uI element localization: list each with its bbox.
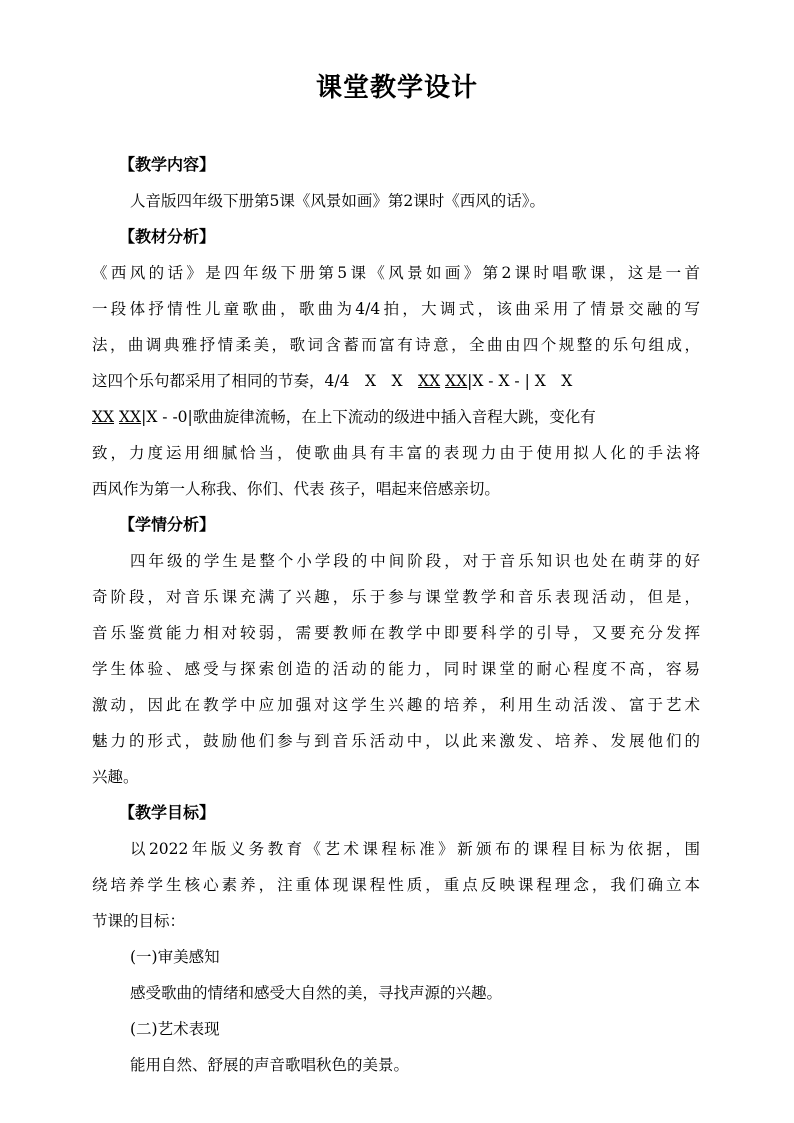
material-line-6: 致，力度运用细腻恰当，使歌曲具有丰富的表现力由于使用拟人化的手法将 <box>92 444 700 462</box>
students-line-3: 音乐鉴赏能力相对较弱，需要教师在教学中即要科学的引导，又要充分发挥 <box>92 624 700 642</box>
material-line-7: 西风作为第一人称我、你们、代表 孩子，唱起来倍感亲切。 <box>92 480 500 498</box>
goal-sub-text-1: 感受歌曲的情绪和感受大自然的美，寻找声源的兴趣。 <box>130 984 503 1002</box>
rhythm-suffix: |X - X - | X X <box>467 372 573 390</box>
students-line-4: 学生体验、感受与探索创造的活动的能力，同时课堂的耐心程度不高，容易 <box>92 660 700 678</box>
goals-line-3: 节课的目标： <box>92 912 186 930</box>
content-text: 人音版四年级下册第5课《风景如画》第2课时《西风的话》。 <box>130 192 545 210</box>
rhythm-suffix-2: |X - -0|歌曲旋律流畅，在上下流动的级进中插入音程大跳，变化有 <box>141 408 596 426</box>
rhythm-beat-b: XX <box>445 372 468 390</box>
students-line-7: 兴趣。 <box>92 768 139 786</box>
goal-sub-label-2: (二)艺术表现 <box>130 1020 220 1038</box>
material-line-1: 《西风的话》是四年级下册第5课《风景如画》第2课时唱歌课，这是一首 <box>92 264 700 282</box>
students-line-1: 四年级的学生是整个小学段的中间阶段，对于音乐知识也处在萌芽的好 <box>130 552 700 570</box>
section-heading-goals: 【教学目标】 <box>119 803 216 822</box>
rhythm-beat-a: XX <box>418 372 441 390</box>
rhythm-line-1 <box>92 370 700 392</box>
students-line-5: 激动，因此在教学中应加强对这学生兴趣的培养，利用生动活泼、富于艺术 <box>92 696 700 714</box>
material-line-2: 一段体抒情性儿童歌曲，歌曲为4/4拍，大调式，该曲采用了情景交融的写 <box>92 300 700 318</box>
rhythm-prefix: 这四个乐句都采用了相同的节奏，4/4 X X <box>92 372 419 390</box>
rhythm-line-2 <box>92 406 700 428</box>
goals-line-2: 绕培养学生核心素养，注重体现课程性质，重点反映课程理念，我们确立本 <box>92 876 700 894</box>
rhythm-beat-d: XX <box>119 408 142 426</box>
students-line-6: 魅力的形式，鼓励他们参与到音乐活动中，以此来激发、培养、发展他们的 <box>92 732 700 750</box>
section-heading-content: 【教学内容】 <box>119 155 216 174</box>
section-heading-material: 【教材分析】 <box>119 227 216 246</box>
rhythm-beat-c: XX <box>92 408 115 426</box>
goal-sub-text-2: 能用自然、舒展的声音歌唱秋色的美景。 <box>130 1056 410 1074</box>
students-line-2: 奇阶段，对音乐课充满了兴趣，乐于参与课堂教学和音乐表现活动，但是， <box>92 588 700 606</box>
material-line-3: 法，曲调典雅抒情柔美，歌词含蓄而富有诗意，全曲由四个规整的乐句组成， <box>92 336 700 354</box>
page-title: 课堂教学设计 <box>315 73 478 103</box>
section-heading-students: 【学情分析】 <box>119 515 216 534</box>
goal-sub-label-1: (一)审美感知 <box>130 948 220 966</box>
goals-line-1: 以2022年版义务教育《艺术课程标准》新颁布的课程目标为依据，围 <box>130 840 700 858</box>
